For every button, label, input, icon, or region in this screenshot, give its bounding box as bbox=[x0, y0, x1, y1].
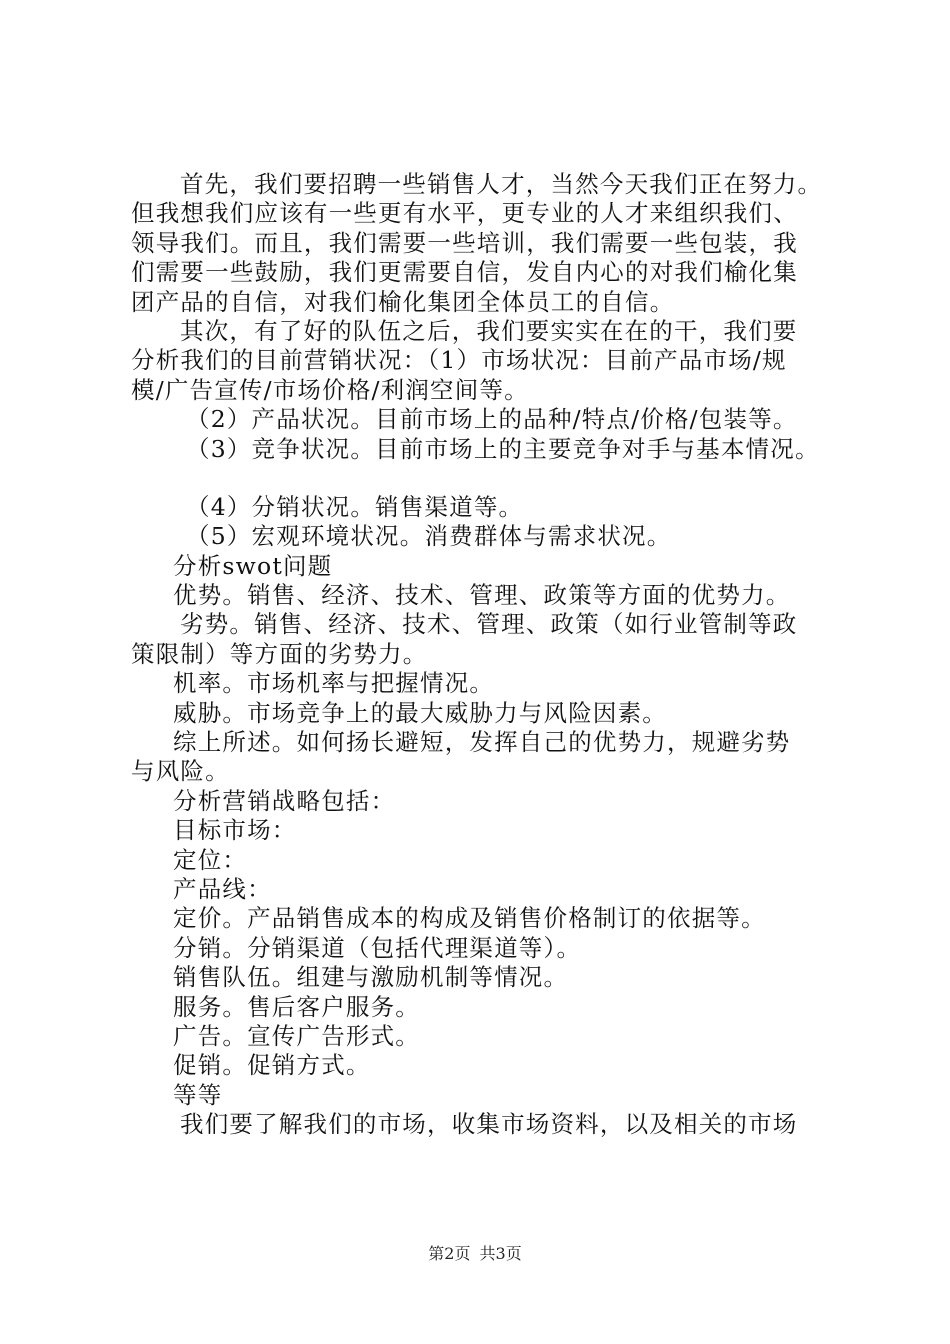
text-line: （4）分销状况。销售渠道等。 bbox=[186, 492, 524, 521]
text-line: （5）宏观环境状况。消费群体与需求状况。 bbox=[186, 522, 672, 551]
text-line: （3）竞争状况。目前市场上的主要竞争对手与基本情况。 bbox=[186, 434, 820, 463]
text-line: 机率。市场机率与把握情况。 bbox=[173, 669, 495, 698]
page-total: 共3页 bbox=[479, 1244, 522, 1263]
text-line: 定位： bbox=[173, 845, 248, 874]
text-line: 策限制）等方面的劣势力。 bbox=[131, 639, 428, 668]
text-line: 团产品的自信，对我们榆化集团全体员工的自信。 bbox=[131, 287, 675, 316]
text-line: 其次，有了好的队伍之后，我们要实实在在的干，我们要 bbox=[180, 316, 798, 345]
page-footer bbox=[0, 1244, 950, 1264]
text-line: 销售队伍。组建与激励机制等情况。 bbox=[173, 963, 569, 992]
text-line: 首先，我们要招聘一些销售人才，当然今天我们正在努力。 bbox=[180, 170, 823, 198]
text-line: 分析营销战略包括： bbox=[173, 786, 396, 815]
page-number: 第2页 bbox=[428, 1244, 471, 1263]
text-line: 我们要了解我们的市场，收集市场资料，以及相关的市场 bbox=[180, 1110, 798, 1139]
text-line: 产品线： bbox=[173, 874, 272, 903]
text-line: 与风险。 bbox=[131, 757, 230, 786]
text-line: 劣势。销售、经济、技术、管理、政策（如行业管制等政 bbox=[180, 610, 798, 639]
text-line: （2）产品状况。目前市场上的品种/特点/价格/包装等。 bbox=[186, 405, 798, 434]
text-line: 们需要一些鼓励，我们更需要自信，发自内心的对我们榆化集 bbox=[131, 258, 798, 287]
text-line: 领导我们。而且，我们需要一些培训，我们需要一些包装，我 bbox=[131, 228, 798, 257]
text-line: 分析swot问题 bbox=[173, 551, 333, 580]
text-line: 促销。促销方式。 bbox=[173, 1051, 371, 1080]
blank-line bbox=[131, 464, 836, 493]
text-line: 目标市场： bbox=[173, 816, 297, 845]
text-line: 模/广告宣传/市场价格/利润空间等。 bbox=[131, 375, 529, 404]
text-line: 服务。售后客户服务。 bbox=[173, 992, 420, 1021]
text-line: 等等 bbox=[173, 1080, 223, 1109]
text-line: 分析我们的目前营销状况：（1）市场状况：目前产品市场/规 bbox=[131, 346, 787, 375]
text-line: 定价。产品销售成本的构成及销售价格制订的依据等。 bbox=[173, 904, 766, 933]
text-line: 分销。分销渠道（包括代理渠道等）。 bbox=[173, 933, 582, 962]
document-body bbox=[131, 170, 836, 1140]
text-line: 优势。销售、经济、技术、管理、政策等方面的优势力。 bbox=[173, 581, 791, 610]
text-line: 威胁。市场竞争上的最大威胁力与风险因素。 bbox=[173, 698, 667, 727]
text-line: 广告。宣传广告形式。 bbox=[173, 1021, 420, 1050]
text-line: 综上所述。如何扬长避短，发挥自己的优势力，规避劣势 bbox=[173, 728, 791, 757]
text-line: 但我想我们应该有一些更有水平，更专业的人才来组织我们、 bbox=[131, 199, 798, 228]
